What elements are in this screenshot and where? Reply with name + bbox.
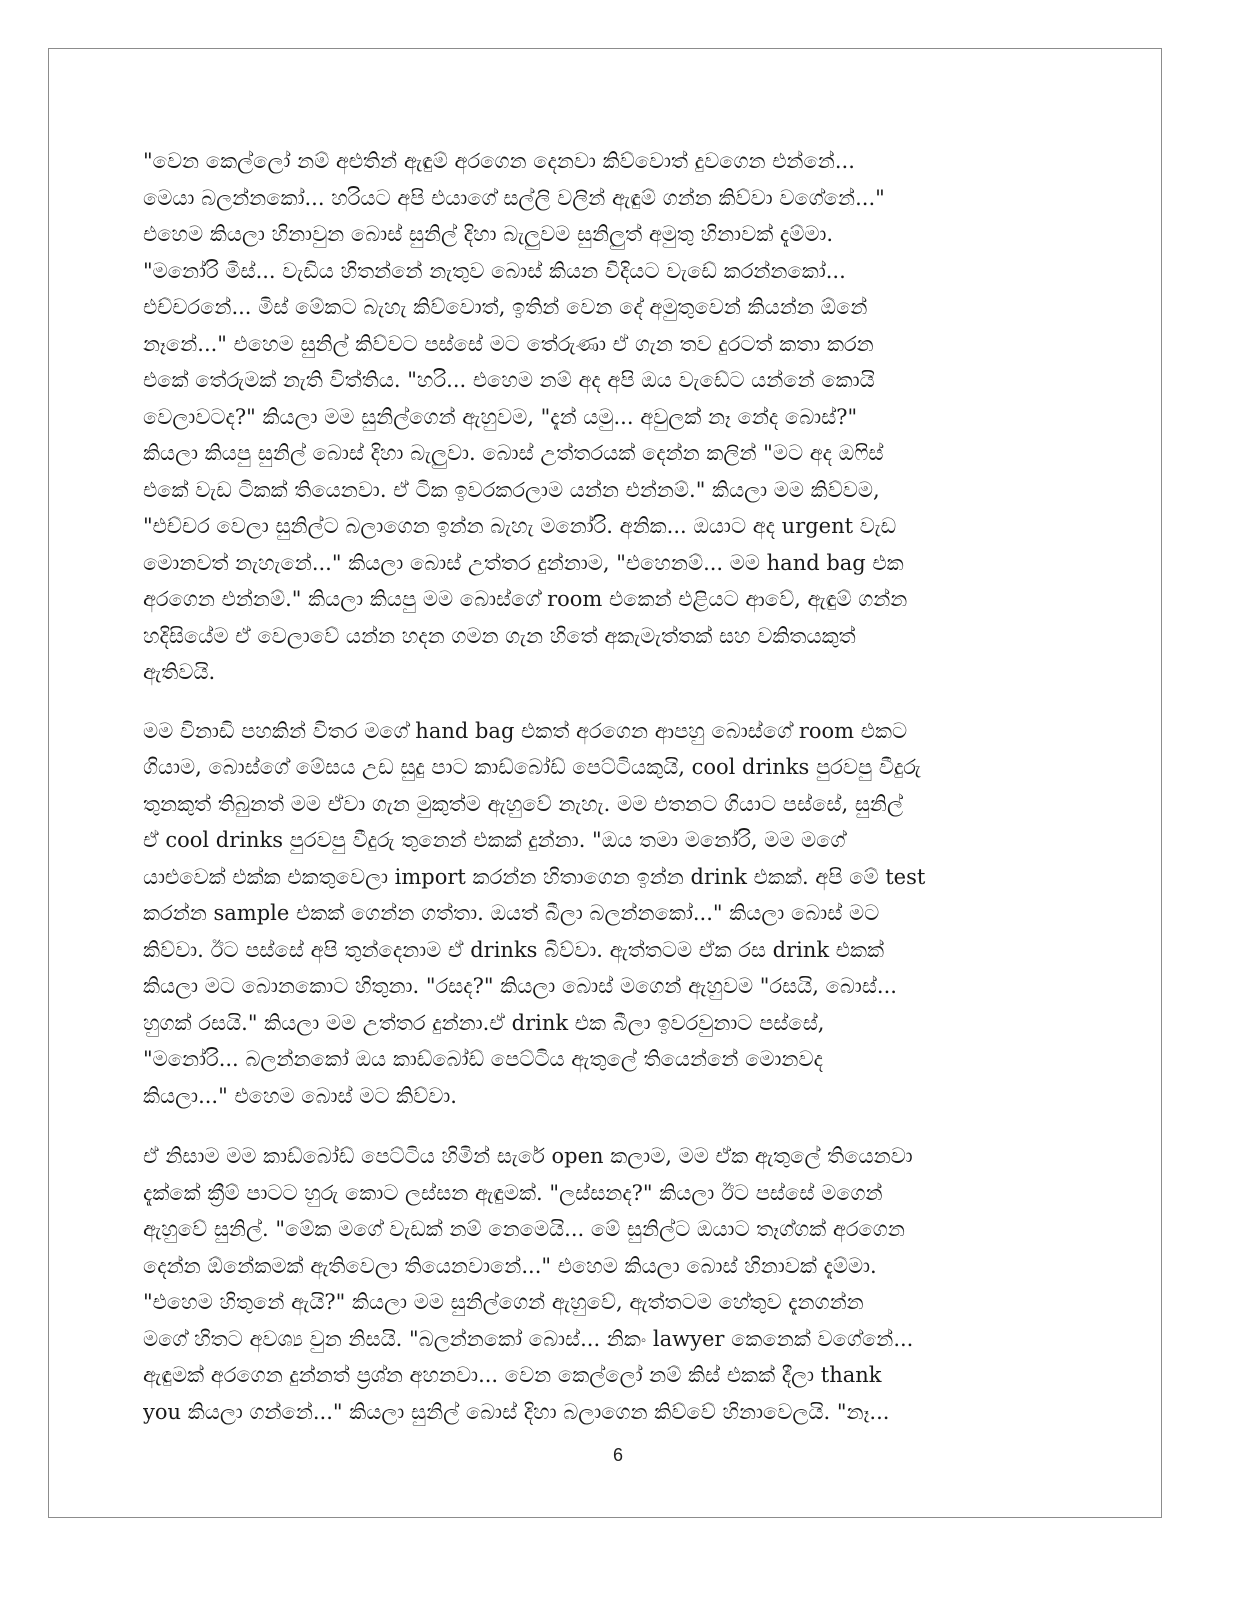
text-line: මෙයා බලන්නකෝ... හරියට අපි එයාගේ සල්ලි වලින් ඇඳුම් ගන්න කිව්වා වගේනේ..."	[143, 185, 885, 210]
text-line: "මනෝරි... බලන්නකෝ ඔය කාඩ්බෝඩ් පෙට්ටිය ඇතුලේ තියෙන්නේ මොනවද	[143, 1047, 823, 1071]
text-line: කරන්න sample එකක් ගෙන්න ගත්තා. ඔයත් බීලා බලන්නකෝ..." කියලා බොස් මට	[143, 901, 880, 925]
text-line: එච්චරනේ... මිස් මේකට බැහැ කිව්වොත්, ඉතින් වෙන දේ අමුතුවෙන් කියන්න ඕනේ	[143, 295, 868, 319]
text-line: හුගක් රසයි." කියලා මම උත්තර දුන්නා.ඒ drink එක බීලා ඉවරවුනාට පස්සේ,	[143, 1010, 825, 1035]
paragraph-gap	[143, 1114, 1068, 1138]
text-line: ඒ නිසාම මම කාඩ්බෝඩ් පෙට්ටිය හිමින් සැරේ open කලාම, මම ඒක ඇතුලේ තියෙනවා	[143, 1144, 913, 1168]
text-line: මොනවත් නැහැනේ..." කියලා බොස් උත්තර දුන්නාම, "එහෙනම්... මම hand bag එක	[143, 550, 904, 575]
text-line: මගේ හිතට අවශ්‍ය වුන නිසයි. "බලන්නකෝ බොස්... නිකං lawyer කෙනෙක් වගේනේ...	[143, 1326, 914, 1351]
paragraph-1	[143, 143, 1068, 691]
paragraph-gap	[143, 691, 1068, 713]
text-line: කියලා මට බොනකොට හිතුනා. "රසද?" කියලා බොස් මගෙන් ඇහුවම "රසයි, බොස්...	[143, 974, 897, 998]
text-line: "වෙන කෙල්ලෝ නම් අළුතින් ඇඳුම් අරගෙන දෙනවා කිව්වොත් දුවගෙන එන්නේ...	[143, 149, 855, 173]
text-line: අරගෙන එන්නම්." කියලා කියපු මම බොස්ගේ room එකෙන් එළියට ආවේ, ඇඳුම් ගන්න	[143, 587, 908, 611]
text-line: වෙලාවටද?" කියලා මම සුනිල්ගෙන් ඇහුවම, "දැන් යමු... අවුලක් නෑ නේද බොස්?"	[143, 404, 858, 429]
text-line: ගියාම, බොස්ගේ මේසය උඩ සුදු පාට කාඩ්බෝඩ් පෙට්ටියකුයි, cool drinks පුරවපු වීදුරු	[143, 755, 921, 779]
text-line: නෑනේ..." එහෙම සුනිල් කිව්වට පස්සේ මට තේරුණා ඒ ගැන තව දුරටත් කතා කරන	[143, 331, 874, 356]
text-line: you කියලා ගන්නේ..." කියලා සුනිල් බොස් දිහා බලාගෙන කිව්වේ හිනාවෙලයි. "නෑ...	[143, 1399, 890, 1424]
text-line: තුනකුත් තිබුනත් මම ඒවා ගැන මුකුත්ම ඇහුවේ නැහැ. මම එතනට ගියාට පස්සේ, සුනිල්	[143, 791, 904, 816]
text-line: හදිසියේම ඒ වෙලාවේ යන්න හදන ගමන ගැන හිතේ අකැමැත්තක් සහ වකිතයකුත්	[143, 623, 856, 648]
text-line: එකේ වැඩ ටිකක් තියෙනවා. ඒ ටික ඉවරකරලාම යන්න එන්නම්." කියලා මම කිව්වම,	[143, 477, 880, 502]
text-line: යාළුවෙක් එක්ක එකතුවෙලා import කරන්න හිතාගෙන ඉන්න drink එකක්. අපි මේ test	[143, 864, 926, 889]
text-line: එහෙම කියලා හිනාවුන බොස් සුනිල් දිහා බැලුවම සුනිලුත් අමුතු හිනාවක් දැම්මා.	[143, 222, 834, 246]
text-line: "එහෙම හිතුනේ ඇයි?" කියලා මම සුනිල්ගෙන් ඇහුවේ, ඇත්තටම හේතුව දැනගන්න	[143, 1290, 864, 1314]
body-text	[143, 143, 1068, 1430]
text-line: ඇතිවයි.	[143, 660, 216, 684]
text-line: කියලා..." එහෙම බොස් මට කිව්වා.	[143, 1083, 457, 1108]
paragraph-3	[143, 1138, 1068, 1430]
text-line: දැක්කේ ක්‍රීම් පාටට හුරු කොට ලස්සන ඇඳුමක්. "ලස්සනද?" කියලා ඊට පස්සේ මගෙන්	[143, 1180, 883, 1205]
text-line: දෙන්න ඕනේකමක් ඇතිවෙලා තියෙනවානේ..." එහෙම කියලා බොස් හිනාවක් දැම්මා.	[143, 1253, 877, 1278]
text-line: ඒ cool drinks පුරවපු වීදුරු තුනෙන් එකක් දුන්නා. "ඔය තමා මනෝරි, මම මගේ	[143, 828, 846, 852]
page-number: 6	[612, 1445, 623, 1465]
text-line: "එච්චර වෙලා සුනිල්ට බලාගෙන ඉන්න බැහැ මනෝරි. අනික... ඔයාට අද urgent වැඩ	[143, 514, 897, 538]
text-line: "මනෝරි මිස්... වැඩිය හිතන්නේ නැතුව බොස් කියන විදියට වැඩේ කරන්නකෝ...	[143, 258, 846, 283]
text-line: ඇහුවේ සුනිල්. "මේක මගේ වැඩක් නම් නෙමෙයි... මේ සුනිල්ට ඔයාට තෑග්ගක් අරගෙන	[143, 1217, 905, 1241]
text-line: එකේ තේරුමක් නැති විත්තිය. "හරි... එහෙම නම් අද අපි ඔය වැඩේට යන්නේ කොයි	[143, 368, 875, 392]
text-line: කිව්වා. ඊට පස්සේ අපි තුන්දෙනාම ඒ drinks බිව්වා. ඇත්තටම ඒක රස drink එකක්	[143, 937, 885, 962]
text-line: ඇඳුමක් අරගෙන දුන්නත් ප්‍රශ්න අහනවා... වෙන කෙල්ලෝ නම් කිස් එකක් දීලා thank	[143, 1363, 882, 1387]
text-line: මම විනාඩි පහකින් විතර මගේ hand bag එකත් අරගෙන ආපහු බොස්ගේ room එකට	[143, 718, 908, 743]
paragraph-2	[143, 713, 1068, 1115]
text-line: කියලා කියපු සුනිල් බොස් දිහා බැලුවා. බොස් උත්තරයක් දෙන්න කලින් "මට අද ඔෆිස්	[143, 441, 884, 465]
